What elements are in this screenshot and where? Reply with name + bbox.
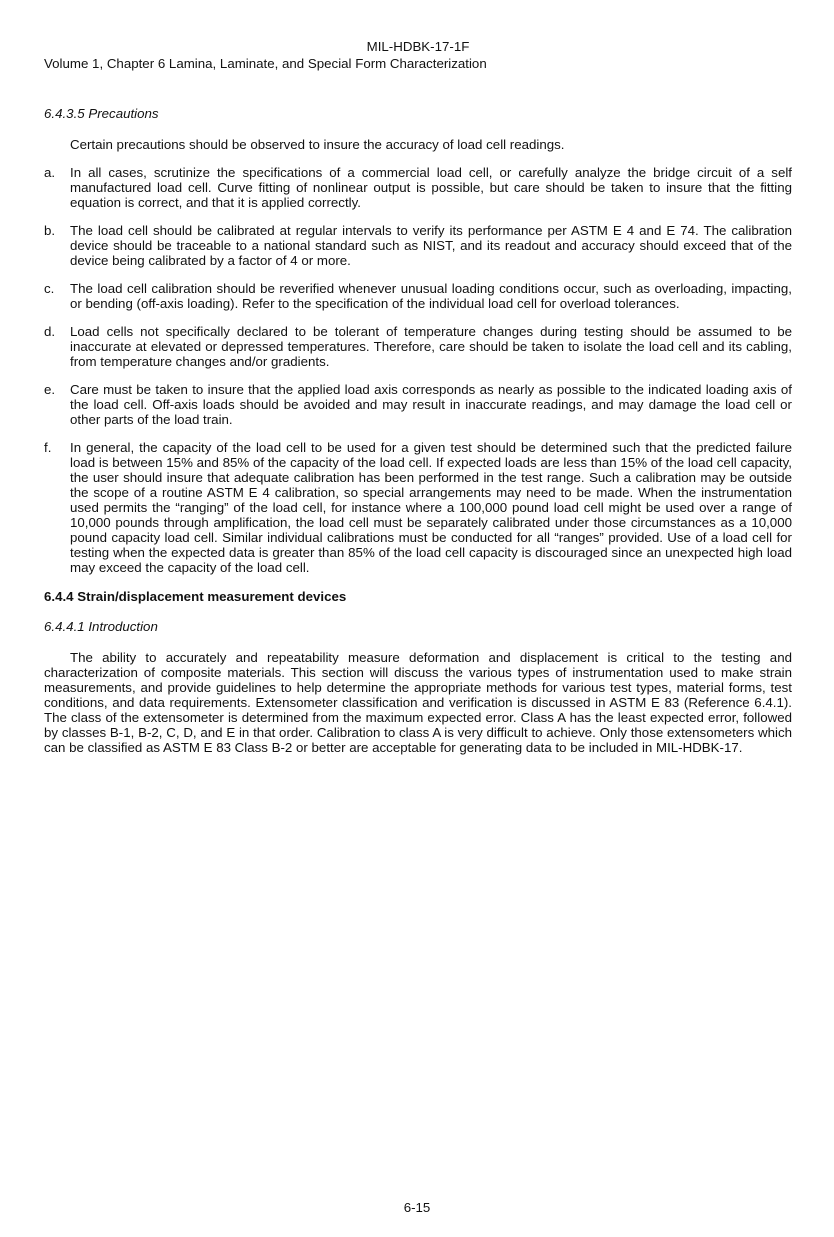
document-page — [44, 38, 792, 755]
list-item-text: Care must be taken to insure that the applied load axis corresponds as nearly as possible to the indicated loading axis of the load cell. Off-axis loads should be avoided and may result in inaccurate readings, and may damage the load cell or other parts of the load train. — [70, 382, 792, 427]
list-item-text: The load cell should be calibrated at regular intervals to verify its performance per ASTM E 4 and E 74. The calibration device should be traceable to a national standard such as NIST, and its readout and accuracy should exceed that of the device being calibrated by a factor of 4 or more. — [70, 223, 792, 268]
list-item — [44, 281, 792, 311]
list-item-text: Load cells not specifically declared to be tolerant of temperature changes during testing should be assumed to be inaccurate at elevated or depressed temperatures. Therefore, care should be taken to isolate the load cell and its cabling, from temperature changes and/or gradients. — [70, 324, 792, 369]
document-id: MIL-HDBK-17-1F — [366, 39, 470, 54]
introduction-heading: 6.4.4.1 Introduction — [44, 619, 158, 634]
list-item — [44, 382, 792, 427]
list-item-marker: a. — [44, 165, 56, 180]
page-number: 6-15 — [403, 1200, 431, 1215]
introduction-paragraph: The ability to accurately and repeatability measure deformation and displacement is critical to the testing and characterization of composite materials. This section will discuss the various types of instrumentation used to make strain measurements, and provide guidelines to help determine the appropriate methods for various test types, material forms, test conditions, and data requirements. Extensometer classification and verification is discussed in ASTM E 83 (Reference 6.4.1). The class of the extensometer is determined from the maximum expected error. Class A has the least expected error, followed by classes B-1, B-2, C, D, and E in that order. Calibration to class A is very difficult to achieve. Only those extensometers which can be classified as ASTM E 83 Class B-2 or better are acceptable for generating data to be included in MIL-HDBK-17. — [44, 650, 792, 755]
list-item — [44, 165, 792, 210]
list-item-marker: d. — [44, 324, 56, 339]
list-item-marker: c. — [44, 281, 55, 296]
precautions-intro: Certain precautions should be observed to insure the accuracy of load cell readings. — [70, 137, 565, 152]
list-item — [44, 324, 792, 369]
precautions-heading: 6.4.3.5 Precautions — [44, 106, 159, 121]
list-item-marker: e. — [44, 382, 56, 397]
list-item — [44, 223, 792, 268]
list-item-text: In general, the capacity of the load cell to be used for a given test should be determined such that the predicted failure load is between 15% and 85% of the capacity of the load cell. If expected loads are less than 15% of the load cell capacity, the user should insure that adequate calibration has been performed in the test range. Such a calibration may be outside the scope of a routine ASTM E 4 calibration, so special arrangements may need to be made. When the instrumentation used permits the “ranging” of the load cell, for instance where a 100,000 pound load cell might be used over a range of 10,000 pounds through amplification, the load cell must be separately calibrated under those circumstances as a 10,000 pound capacity load cell. Similar individual calibrations must be conducted for all “ranges” provided. Use of a load cell for testing when the expected data is greater than 85% of the load cell capacity is discouraged since an unexpected high load may exceed the capacity of the load cell. — [70, 440, 792, 575]
list-item — [44, 440, 792, 575]
list-item-text: In all cases, scrutinize the specifications of a commercial load cell, or carefully analyze the bridge circuit of a self manufactured load cell. Curve fitting of nonlinear output is possible, but care should be taken to insure that the fitting equation is correct, and that it is applied correctly. — [70, 165, 792, 210]
list-item-text: The load cell calibration should be reverified whenever unusual loading conditions occur, such as overloading, impacting, or bending (off-axis loading). Refer to the specification of the individual load cell for overload tolerances. — [70, 281, 792, 311]
list-item-marker: b. — [44, 223, 56, 238]
strain-section-heading: 6.4.4 Strain/displacement measurement devices — [44, 589, 347, 604]
list-item-marker: f. — [44, 440, 52, 455]
document-subtitle: Volume 1, Chapter 6 Lamina, Laminate, and Special Form Characterization — [44, 56, 487, 71]
